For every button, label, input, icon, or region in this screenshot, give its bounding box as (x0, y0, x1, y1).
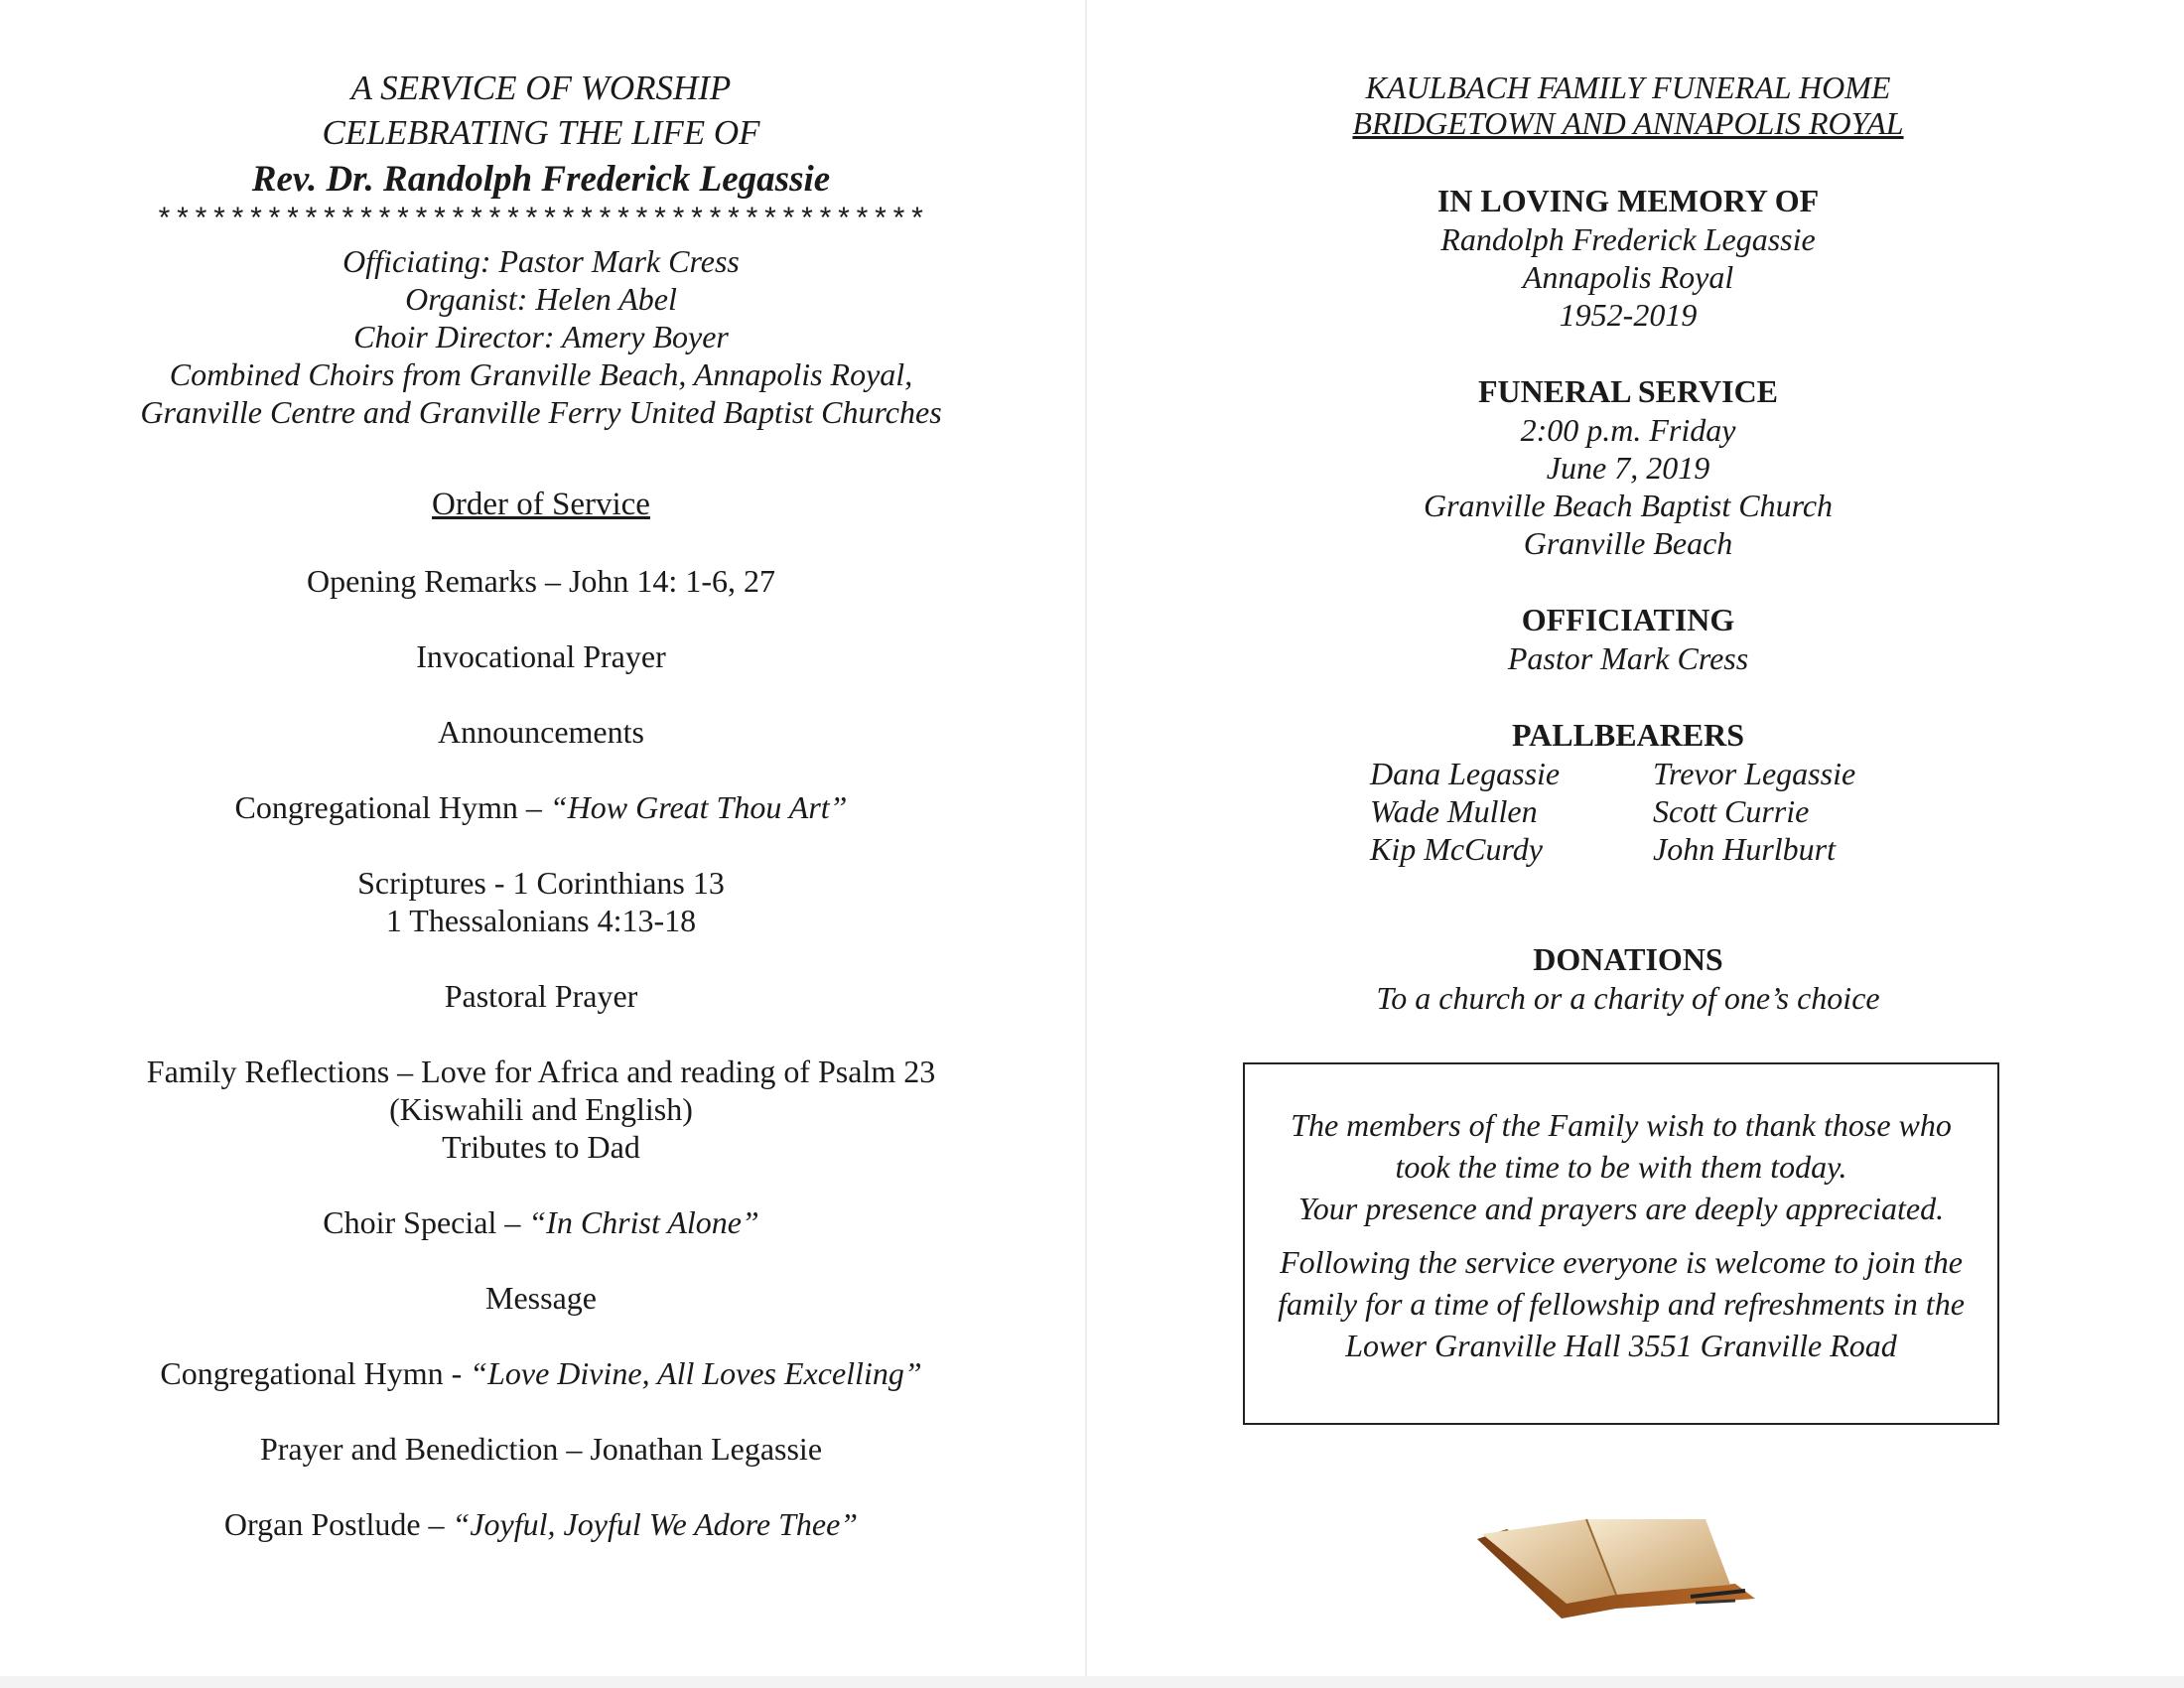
hymn-title: “In Christ Alone” (528, 1204, 759, 1240)
item-text: Congregational Hymn – (234, 789, 550, 825)
pallbearer: John Hurlburt (1653, 831, 1836, 867)
service-item (79, 1430, 1003, 1468)
hymn-title: “How Great Thou Art” (549, 789, 848, 825)
memory-name: Randolph Frederick Legassie (1440, 221, 1816, 257)
donations-section (1221, 939, 2035, 1017)
service-church: Granville Beach Baptist Church (1423, 488, 1834, 523)
service-item (79, 788, 1003, 826)
pallbearer: Kip McCurdy (1370, 831, 1543, 867)
open-bible-icon (1467, 1499, 1765, 1638)
choirs-line1: Combined Choirs from Granville Beach, Annapolis Royal, (169, 356, 913, 392)
star-divider: ****************************************** (155, 205, 927, 238)
item-text: Choir Special – (323, 1204, 529, 1240)
pallbearers-section (1221, 715, 2035, 868)
donations-heading: DONATIONS (1533, 941, 1723, 977)
service-item (79, 637, 1003, 675)
item-text-line3: Tributes to Dad (442, 1129, 640, 1165)
service-time: 2:00 p.m. Friday (1520, 412, 1736, 448)
pallbearer: Dana Legassie (1370, 756, 1561, 791)
officiating-name: Pastor Mark Cress (1507, 640, 1749, 676)
officiating-line: Officiating: Pastor Mark Cress (342, 243, 740, 279)
thanks-line3: Your presence and prayers are deeply appreciated. (1297, 1191, 1945, 1226)
choirs-line2: Granville Centre and Granville Ferry United Baptist Churches (140, 394, 942, 430)
item-text: Prayer and Benediction – Jonathan Legassie (259, 1431, 823, 1467)
following-line1: Following the service everyone is welcome to join the (1280, 1244, 1963, 1280)
item-text: Invocational Prayer (416, 638, 666, 674)
memorial-panel (1221, 70, 2035, 1017)
item-text: Scriptures - 1 Corinthians 13 (357, 865, 725, 901)
service-title-line1: A SERVICE OF WORSHIP (350, 69, 732, 107)
item-text-line2: (Kiswahili and English) (389, 1091, 693, 1127)
thanks-box (1243, 1062, 1999, 1425)
service-item (79, 1053, 1003, 1166)
page-bottom-edge (0, 1676, 2184, 1688)
officiating-section (1221, 600, 2035, 677)
pallbearer: Scott Currie (1653, 793, 1810, 829)
thanks-line2: took the time to be with them today. (1395, 1149, 1847, 1185)
funeral-home-locations: BRIDGETOWN AND ANNAPOLIS ROYAL (1352, 105, 1904, 141)
pallbearer: Trevor Legassie (1653, 756, 1856, 791)
officiating-heading: OFFICIATING (1521, 602, 1735, 637)
service-item (79, 864, 1003, 939)
service-item (79, 562, 1003, 600)
thanks-line1: The members of the Family wish to thank those who (1291, 1107, 1952, 1143)
choir-director-line: Choir Director: Amery Boyer (353, 319, 729, 354)
item-text-line2: 1 Thessalonians 4:13-18 (385, 903, 697, 938)
service-item (79, 977, 1003, 1015)
following-line3: Lower Granville Hall 3551 Granville Road (1345, 1328, 1897, 1363)
memory-heading: IN LOVING MEMORY OF (1436, 183, 1820, 218)
service-item (79, 1203, 1003, 1241)
pallbearers-list (1370, 755, 1886, 868)
item-text: Congregational Hymn - (160, 1355, 471, 1391)
following-line2: family for a time of fellowship and refreshments in the (1278, 1286, 1965, 1322)
item-text: Message (485, 1280, 597, 1316)
item-text: Family Reflections – Love for Africa and reading of Psalm 23 (146, 1054, 936, 1089)
service-item (79, 1354, 1003, 1392)
service-heading: FUNERAL SERVICE (1477, 373, 1779, 409)
hymn-title: “Joyful, Joyful We Adore Thee” (452, 1506, 859, 1542)
funeral-home-name: KAULBACH FAMILY FUNERAL HOME (1365, 70, 1891, 105)
service-title-line2: CELEBRATING THE LIFE OF (322, 113, 760, 152)
item-text: Announcements (438, 714, 644, 750)
organist-line: Organist: Helen Abel (405, 281, 677, 317)
memory-place: Annapolis Royal (1522, 259, 1734, 295)
memory-years: 1952-2019 (1559, 297, 1698, 333)
order-of-service-panel (79, 66, 1003, 1543)
order-of-service-heading: Order of Service (432, 487, 650, 522)
item-text: Opening Remarks – John 14: 1-6, 27 (307, 563, 775, 599)
funeral-service-section (1221, 371, 2035, 562)
service-date: June 7, 2019 (1546, 450, 1710, 486)
service-item (79, 1505, 1003, 1543)
service-item (79, 1279, 1003, 1317)
deceased-name: Rev. Dr. Randolph Frederick Legassie (251, 159, 831, 200)
item-text: Organ Postlude – (223, 1506, 453, 1542)
service-place: Granville Beach (1523, 525, 1733, 561)
pallbearer: Wade Mullen (1370, 793, 1538, 829)
memory-section (1221, 181, 2035, 334)
hymn-title: “Love Divine, All Loves Excelling” (470, 1355, 922, 1391)
pallbearers-heading: PALLBEARERS (1511, 717, 1745, 753)
service-item (79, 713, 1003, 751)
page-fold (1085, 0, 1087, 1688)
donations-text: To a church or a charity of one’s choice (1376, 980, 1880, 1016)
item-text: Pastoral Prayer (444, 978, 638, 1014)
